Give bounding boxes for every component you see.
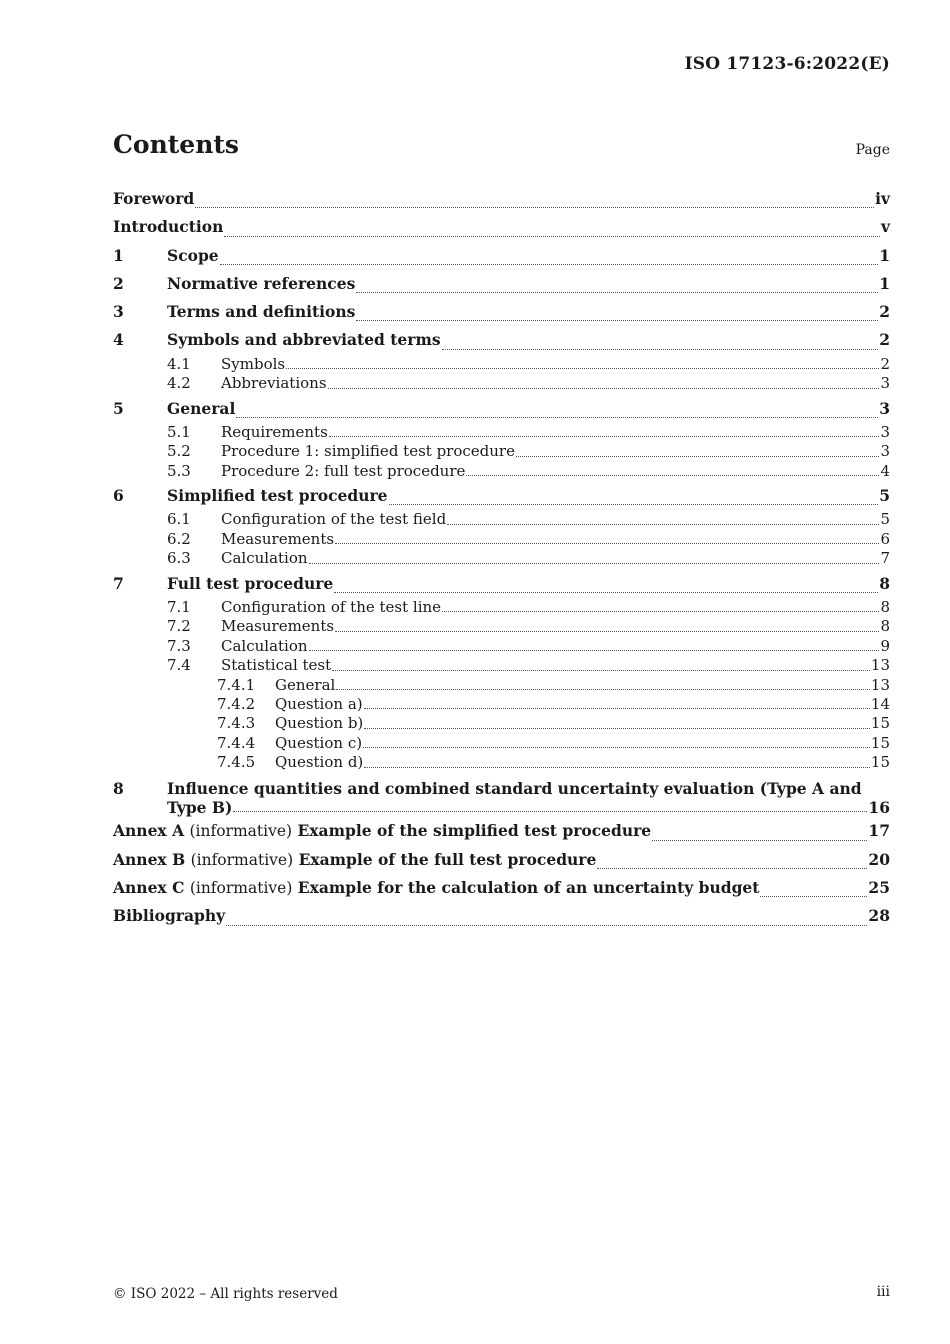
toc-entry[interactable] — [113, 355, 890, 374]
toc-entry-title: Normative references — [167, 273, 356, 293]
toc-entry-annex[interactable] — [113, 874, 890, 902]
dot-leader — [335, 631, 879, 632]
toc-entry-title: Symbols and abbreviated terms — [167, 330, 441, 350]
toc-entry-title: General — [167, 398, 236, 418]
toc-entry-title: Symbols — [221, 354, 286, 373]
toc-entry-page: 8 — [880, 597, 890, 616]
annex-label: Annex A — [113, 821, 185, 841]
toc-entry[interactable] — [113, 676, 890, 695]
toc-entry-number: 5 — [113, 398, 124, 418]
toc-entry-page: 13 — [870, 656, 890, 675]
toc-entry-number: 5.3 — [167, 461, 191, 480]
toc-entry-page: 20 — [868, 849, 890, 869]
toc-entry[interactable] — [113, 549, 890, 568]
dot-leader — [236, 417, 878, 418]
toc-entry-page: 5 — [880, 510, 890, 529]
toc-entry-page: 15 — [870, 714, 890, 733]
toc-entry-page: 16 — [868, 797, 890, 817]
dot-leader — [363, 747, 870, 748]
toc-entry[interactable] — [113, 753, 890, 772]
copyright-notice: © ISO 2022 – All rights reserved — [113, 1286, 338, 1302]
toc-entry-number: 7.4.5 — [217, 753, 256, 772]
toc-entry-page: 7 — [880, 549, 890, 568]
toc-entry-page: 1 — [879, 245, 890, 265]
toc-entry[interactable] — [113, 695, 890, 714]
toc-entry-number: 4.2 — [167, 374, 191, 393]
dot-leader — [195, 207, 874, 208]
dot-leader — [224, 236, 880, 237]
toc-entry-title-line1: Influence quantities and combined standard uncertainty evaluation (Type A and — [167, 778, 862, 798]
toc-entry-title: Procedure 1: simplified test procedure — [221, 442, 515, 461]
annex-title: Example for the calculation of an uncertainty budget — [297, 877, 760, 897]
dot-leader — [389, 504, 879, 505]
toc-entry-page: 14 — [870, 694, 890, 713]
toc-entry[interactable] — [113, 462, 890, 481]
toc-entry-title-line2: Type B) — [167, 797, 233, 817]
toc-entry[interactable] — [113, 213, 890, 241]
toc-entry-page: iv — [875, 189, 890, 208]
annex-note: (informative) — [189, 878, 293, 897]
toc-entry[interactable] — [113, 656, 890, 675]
dot-leader — [364, 728, 870, 729]
toc-entry[interactable] — [113, 637, 890, 656]
toc-entry-page: 9 — [880, 636, 890, 655]
annex-label: Annex C — [113, 877, 185, 897]
dot-leader — [335, 543, 879, 544]
toc-entry-number: 7.1 — [167, 597, 191, 616]
toc-entry-title: Introduction — [113, 217, 224, 237]
toc-entry[interactable] — [113, 598, 890, 617]
toc-entry-page: 5 — [879, 486, 890, 506]
toc-entry-title: Terms and definitions — [167, 302, 356, 322]
annex-note: (informative) — [189, 822, 293, 841]
toc-entry-title: Foreword — [113, 189, 195, 208]
annex-label: Annex B — [113, 849, 186, 869]
dot-leader — [329, 436, 880, 437]
toc-entry-title: Question a) — [275, 694, 363, 713]
dot-leader — [309, 650, 880, 651]
toc-entry-page: 3 — [880, 422, 890, 441]
toc-entry-number: 3 — [113, 302, 124, 322]
dot-leader — [364, 708, 870, 709]
toc-entry[interactable] — [113, 242, 890, 270]
toc-entry-title: Scope — [167, 245, 219, 265]
toc-entry-page: 2 — [879, 302, 890, 322]
dot-leader — [652, 840, 867, 841]
toc-entry-title: Requirements — [221, 422, 328, 441]
toc-entry[interactable] — [113, 570, 890, 598]
toc-entry[interactable] — [113, 617, 890, 636]
toc-entry-title: Simplified test procedure — [167, 486, 388, 506]
toc-entry-number: 2 — [113, 273, 124, 293]
toc-entry[interactable] — [113, 510, 890, 529]
dot-leader — [286, 368, 879, 369]
toc-entry-number: 7.4.1 — [217, 675, 256, 694]
toc-entry-number: 1 — [113, 245, 124, 265]
annex-note: (informative) — [190, 850, 294, 869]
toc-entry-title: Procedure 2: full test procedure — [221, 461, 466, 480]
toc-annexes — [113, 817, 890, 902]
toc-entry[interactable] — [113, 395, 890, 423]
toc-entry-page: 2 — [880, 354, 890, 373]
toc-entry-page: v — [880, 217, 890, 237]
dot-leader — [597, 868, 867, 869]
dot-leader — [309, 563, 880, 564]
dot-leader — [442, 611, 879, 612]
toc-entry[interactable] — [113, 442, 890, 461]
toc-entry-number: 7.2 — [167, 617, 191, 636]
toc-entry[interactable] — [113, 482, 890, 510]
toc-entry-title: Configuration of the test line — [221, 597, 442, 616]
toc-entry-title: Full test procedure — [167, 573, 334, 593]
toc-entry-page: 6 — [880, 529, 890, 548]
dot-leader — [356, 320, 878, 321]
toc-entry[interactable] — [113, 185, 890, 213]
toc-entry-title: General — [275, 675, 336, 694]
toc-entry-number: 7.4.3 — [217, 714, 256, 733]
toc-entry-number: 7.4 — [167, 656, 191, 675]
toc-entry-page: 15 — [870, 753, 890, 772]
dot-leader — [447, 524, 879, 525]
page-number: iii — [876, 1284, 890, 1300]
toc-entry-annex[interactable] — [113, 846, 890, 874]
toc-entry-number: 7.4.4 — [217, 733, 256, 752]
toc-entry-page: 4 — [880, 461, 890, 480]
toc-entry[interactable] — [113, 298, 890, 326]
annex-title: Example of the simplified test procedure — [297, 821, 652, 841]
toc-entry-number: 8 — [113, 778, 124, 798]
dot-leader — [220, 264, 879, 265]
toc-entry-page: 17 — [868, 821, 890, 841]
page-column-label: Page — [855, 142, 890, 158]
toc-entry-number: 4.1 — [167, 354, 191, 373]
table-of-contents — [113, 185, 890, 931]
dot-leader — [442, 349, 879, 350]
toc-entry-number: 7.3 — [167, 636, 191, 655]
dot-leader — [328, 388, 880, 389]
toc-entry-number: 7.4.2 — [217, 694, 256, 713]
dot-leader — [516, 456, 879, 457]
dot-leader — [334, 592, 878, 593]
document-code: ISO 17123-6:2022(E) — [684, 54, 890, 74]
toc-entry-title: Abbreviations — [221, 374, 327, 393]
toc-entry-bibliography[interactable] — [113, 902, 890, 930]
toc-entry[interactable] — [113, 374, 890, 393]
toc-entry-number: 7 — [113, 573, 124, 593]
toc-entry-section-8[interactable] — [113, 779, 890, 818]
annex-title: Example of the full test procedure — [298, 849, 597, 869]
toc-entry[interactable] — [113, 530, 890, 549]
toc-entry-page: 25 — [868, 877, 890, 897]
toc-entry-number: 5.1 — [167, 422, 191, 441]
toc-entry-title — [113, 817, 651, 845]
toc-entry-title: Configuration of the test field — [221, 510, 447, 529]
toc-entry-number: 4 — [113, 330, 124, 350]
toc-entry-page: 8 — [879, 573, 890, 593]
toc-entry-title: Bibliography — [113, 906, 226, 926]
contents-title: Contents — [113, 130, 240, 159]
toc-entry-page: 1 — [879, 273, 890, 293]
dot-leader — [233, 811, 867, 812]
toc-entries — [113, 185, 890, 773]
toc-entry[interactable] — [113, 423, 890, 442]
toc-entry-page: 28 — [868, 906, 890, 926]
toc-entry-number: 6.1 — [167, 510, 191, 529]
toc-entry-title: Question b) — [275, 714, 364, 733]
toc-entry-title: Question d) — [275, 753, 364, 772]
toc-entry-page: 2 — [879, 330, 890, 350]
toc-entry-title: Measurements — [221, 617, 335, 636]
toc-entry-page: 3 — [880, 442, 890, 461]
toc-entry-title: Question c) — [275, 733, 363, 752]
toc-entry-annex[interactable] — [113, 817, 890, 845]
dot-leader — [466, 475, 879, 476]
toc-entry-title: Statistical test — [221, 656, 332, 675]
dot-leader — [356, 292, 878, 293]
toc-entry-page: 8 — [880, 617, 890, 636]
toc-entry-title: Measurements — [221, 529, 335, 548]
dot-leader — [364, 767, 870, 768]
toc-entry-page: 13 — [870, 675, 890, 694]
dot-leader — [226, 925, 867, 926]
toc-entry[interactable] — [113, 734, 890, 753]
dot-leader — [760, 896, 867, 897]
toc-entry-page: 15 — [870, 733, 890, 752]
toc-entry-page: 3 — [880, 374, 890, 393]
toc-entry-number: 5.2 — [167, 442, 191, 461]
toc-entry[interactable] — [113, 326, 890, 354]
toc-entry-number: 6.3 — [167, 549, 191, 568]
toc-entry-title: Calculation — [221, 549, 308, 568]
toc-entry-title — [113, 846, 596, 874]
toc-entry-title: Calculation — [221, 636, 308, 655]
toc-entry[interactable] — [113, 270, 890, 298]
toc-entry[interactable] — [113, 714, 890, 733]
toc-entry-page: 3 — [879, 398, 890, 418]
toc-entry-number: 6 — [113, 486, 124, 506]
toc-entry-title — [113, 874, 759, 902]
dot-leader — [336, 689, 870, 690]
dot-leader — [332, 670, 870, 671]
toc-entry-number: 6.2 — [167, 529, 191, 548]
